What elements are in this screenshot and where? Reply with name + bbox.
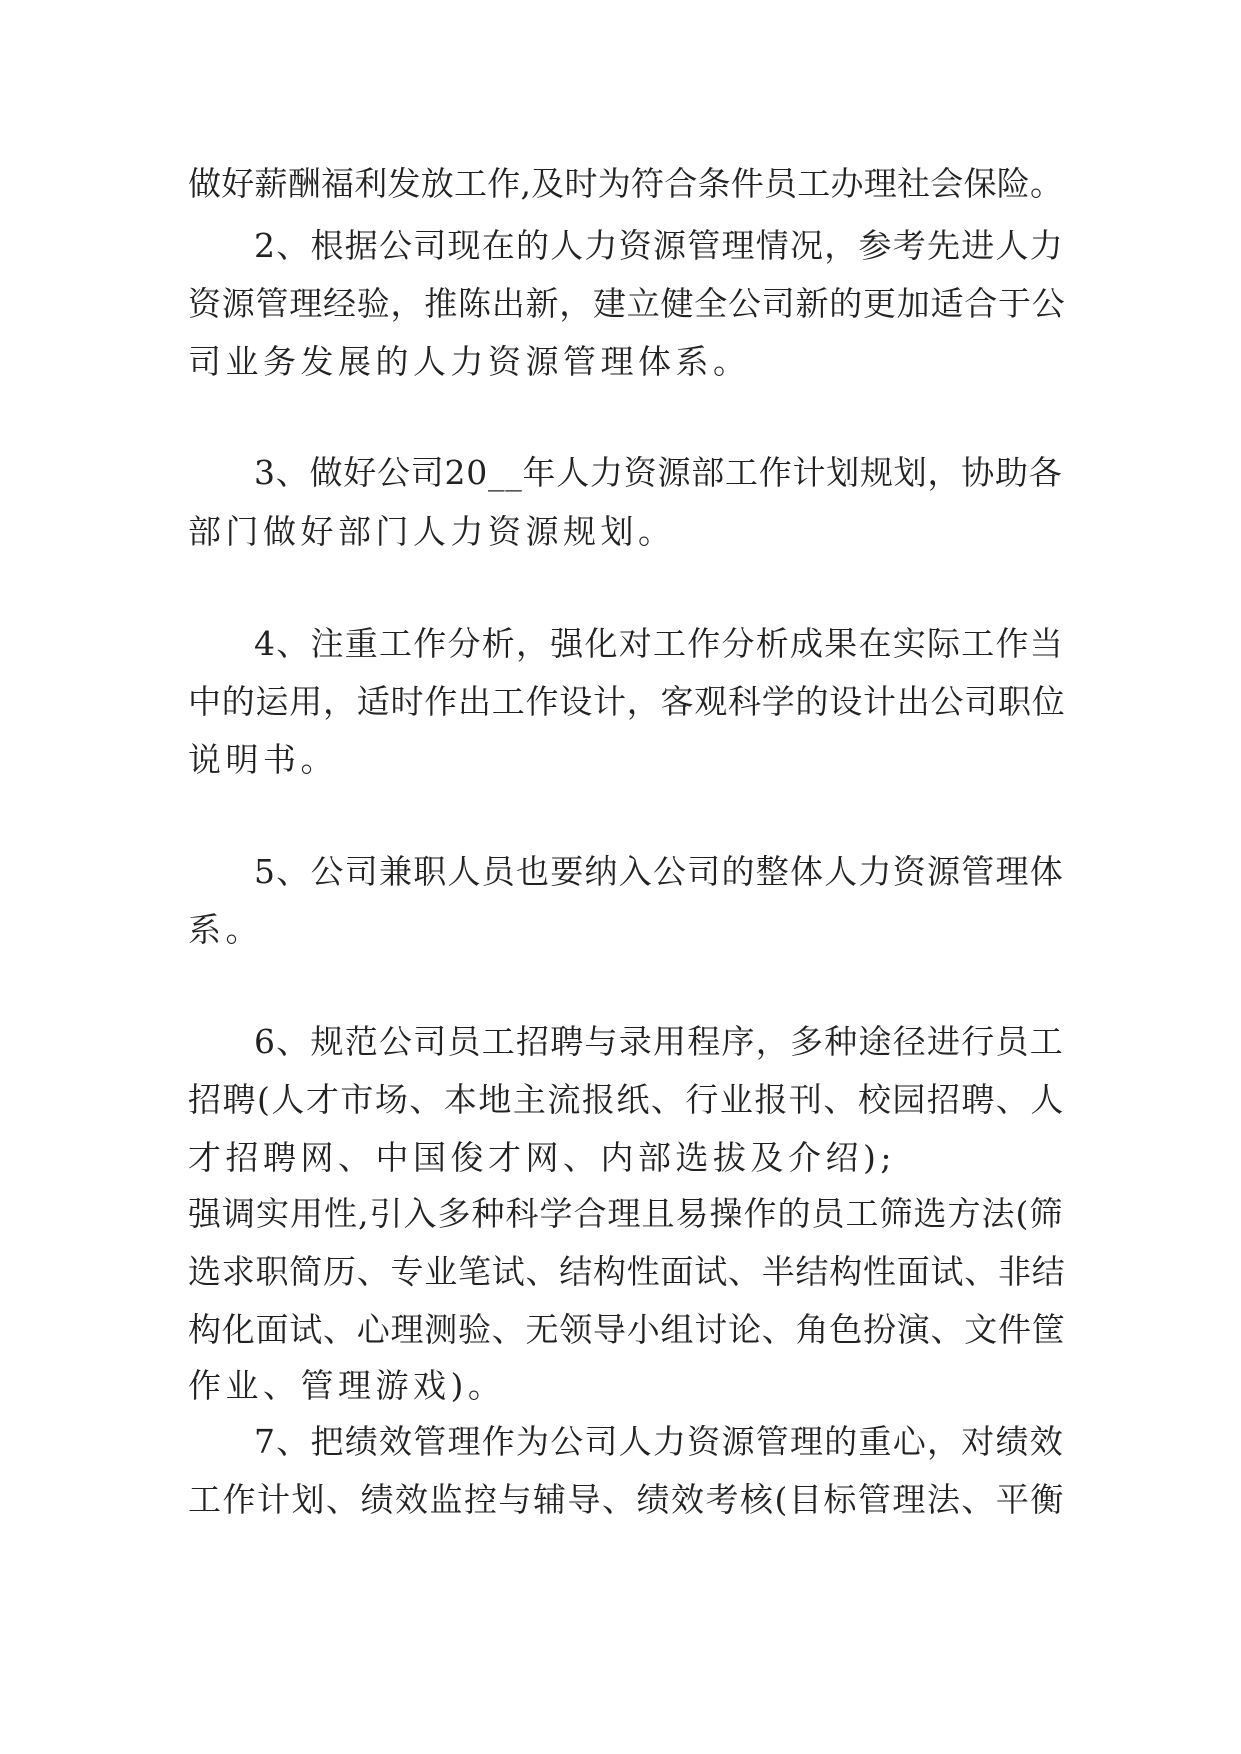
text-line: 7、把绩效管理作为公司人力资源管理的重心，对绩效 [254, 1422, 1064, 1461]
text-line: 作业、管理游戏)。 [188, 1366, 506, 1405]
text-line: 系。 [188, 910, 263, 949]
text-line: 4、注重工作分析，强化对工作分析成果在实际工作当 [254, 624, 1064, 663]
text-line: 部门做好部门人力资源规划。 [188, 512, 676, 551]
text-line: 才招聘网、中国俊才网、内部选拔及介绍); [188, 1138, 896, 1177]
text-line: 说明书。 [188, 740, 338, 779]
text-line: 5、公司兼职人员也要纳入公司的整体人力资源管理体 [254, 852, 1064, 891]
text-line: 2、根据公司现在的人力资源管理情况，参考先进人力 [254, 226, 1064, 265]
text-line: 3、做好公司20__年人力资源部工作计划规划，协助各 [254, 453, 1063, 492]
text-line: 资源管理经验，推陈出新，建立健全公司新的更加适合于公 [188, 284, 1066, 323]
text-line: 构化面试、心理测验、无领导小组讨论、角色扮演、文件筐 [188, 1310, 1066, 1349]
text-line: 做好薪酬福利发放工作,及时为符合条件员工办理社会保险。 [188, 164, 1064, 203]
text-line: 强调实用性,引入多种科学合理且易操作的员工筛选方法(筛 [188, 1194, 1064, 1233]
text-line: 选求职简历、专业笔试、结构性面试、半结构性面试、非结 [188, 1252, 1066, 1291]
text-line: 工作计划、绩效监控与辅导、绩效考核(目标管理法、平衡 [188, 1480, 1065, 1519]
text-line: 6、规范公司员工招聘与录用程序，多种途径进行员工 [254, 1022, 1064, 1061]
text-line: 中的运用，适时作出工作设计，客观科学的设计出公司职位 [188, 682, 1066, 721]
text-line: 招聘(人才市场、本地主流报纸、行业报刊、校园招聘、人 [188, 1080, 1065, 1119]
text-line: 司业务发展的人力资源管理体系。 [188, 342, 751, 381]
